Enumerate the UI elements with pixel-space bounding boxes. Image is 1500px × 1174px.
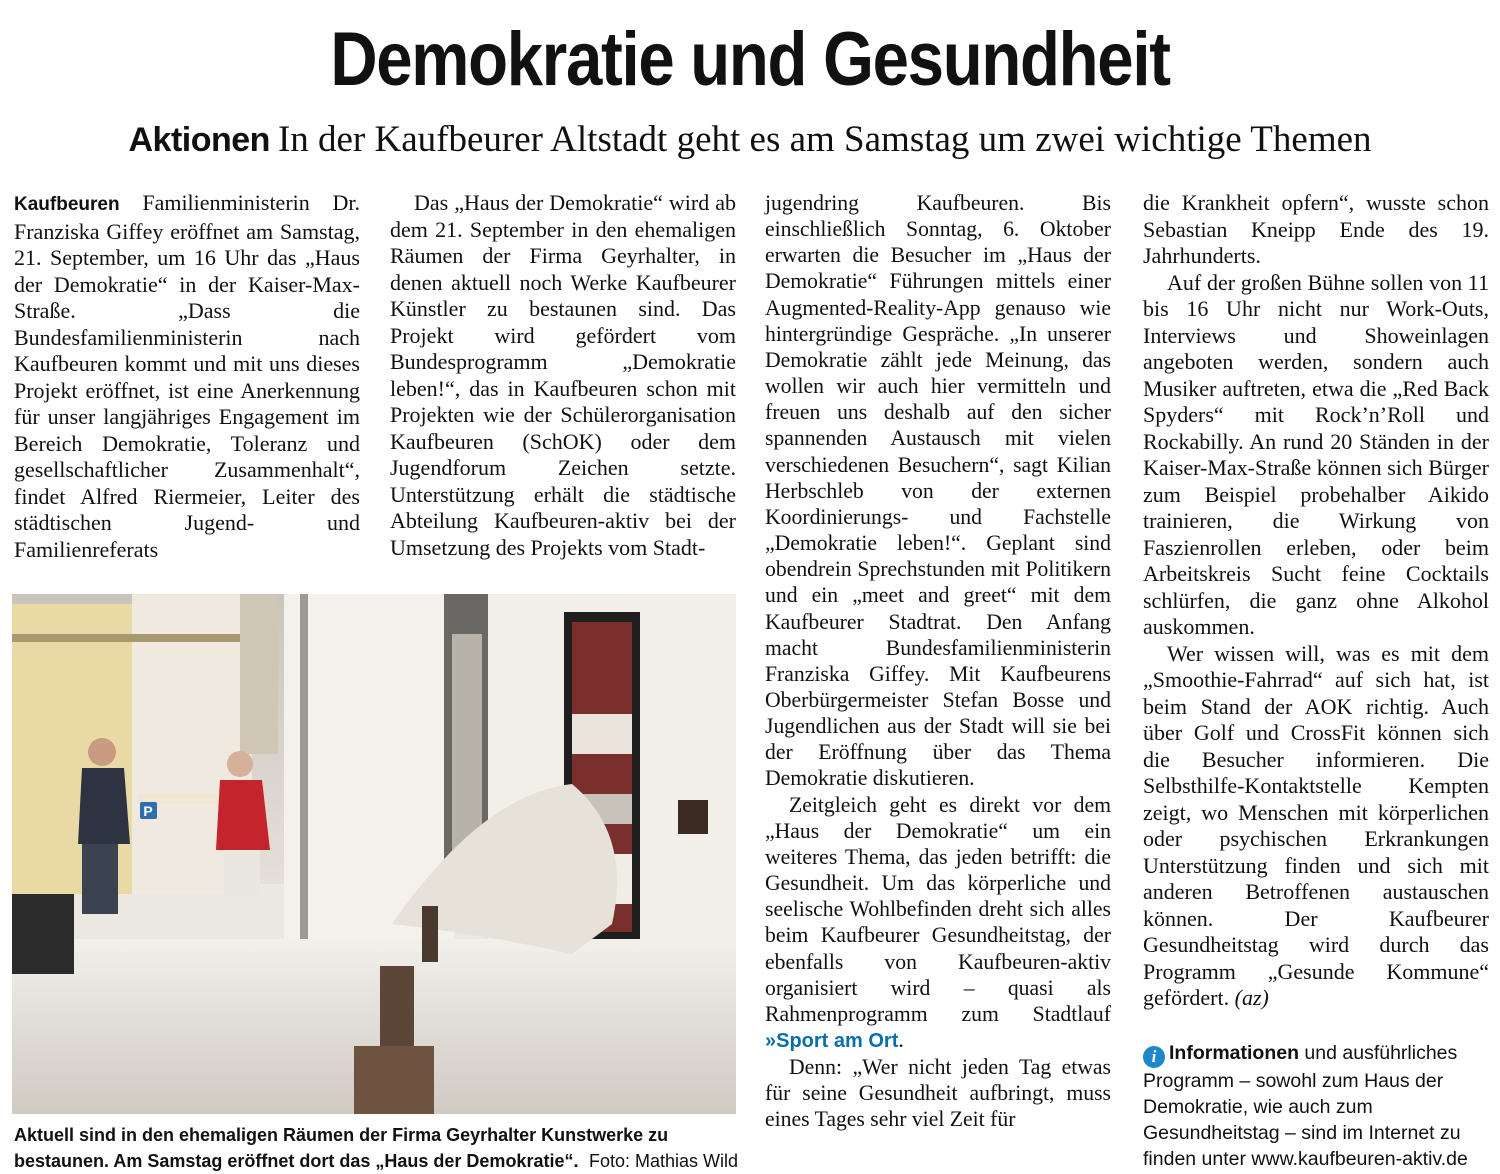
article-photo [12, 594, 736, 1114]
paragraph: die Krankheit opfern“, wusste schon Sebastian Kneipp Ende des 19. Jahrhunderts. [1143, 190, 1489, 268]
headline: Demokratie und Gesundheit [330, 17, 1170, 102]
subheadline: In der Kaufbeurer Altstadt geht es am Samstag um zwei wichtige Themen [277, 119, 1372, 160]
paragraph: Zeitgleich geht es direkt vor dem „Haus der Demokratie“ um ein weiteres Thema, das jeden betrifft: die Gesundheit. Um das körperliche und seelische Wohlbefinden dreht sich alles beim Kaufbeurer Gesundheitstag, der ebenfalls von Kaufbeuren-aktiv organisiert wird – quasi als Rahmenprogramm zum Stadtlauf »Sport am Ort. [765, 792, 1111, 1052]
gallery-photo-illustration [12, 594, 736, 1114]
column-2 [390, 190, 736, 561]
info-text: und ausführliches Programm – sowohl zum Haus der Demokratie, wie auch zum Gesundheitstag – sind im Internet zu finden unter www.kaufbeuren-aktiv.de [1143, 1042, 1468, 1170]
info-lead: Informationen [1169, 1042, 1299, 1064]
paragraph-text: Familienministerin Dr. Franziska Giffey eröffnet am Samstag, 21. September, um 16 Uhr das „Haus der Demokratie“ in der Kaiser-Max-Straße. „Dass die Bundesfamilienministerin nach Kaufbeuren kommt und mit uns dieses Projekt eröffnet, ist eine Anerkennung für unser langjähriges Engagement im Bereich Demokratie, Toleranz und gesellschaftlicher Zusammenhalt“, findet Alfred Riermeier, Leiter des städtischen Jugend- und Familienreferats [14, 190, 360, 562]
paragraph [14, 190, 360, 563]
paragraph: Denn: „Wer nicht jeden Tag etwas für seine Gesundheit aufbringt, muss eines Tages sehr viel Zeit für [765, 1055, 1111, 1132]
info-box [1143, 1040, 1493, 1172]
author-initials: (az) [1234, 985, 1269, 1010]
paragraph-text: Wer wissen will, was es mit dem „Smoothie-Fahrrad“ auf sich hat, ist beim Stand der AOK richtig. Auch über Golf und CrossFit können sich die Besucher informieren. Die Selbsthilfe-Kontaktstelle Kempten zeigt, wo Menschen mit körperlichen oder psychischen Erkrankungen Unterstützung finden und sich mit anderen Betroffenen austauschen können. Der Kaufbeurer Gesundheitstag wird durch das Programm „Gesunde Kommune“ gefördert. [1143, 640, 1489, 1010]
paragraph: Das „Haus der Demokratie“ wird ab dem 21. September in den ehemaligen Räumen der Firma Geyrhalter, in denen aktuell noch Werke Kaufbeurer Künstler zu bestaunen sind. Das Projekt wird gefördert vom Bundesprogramm „Demokratie leben!“, das in Kaufbeuren schon mit Projekten wie der Schülerorganisation Kaufbeuren (SchOK) oder dem Jugendforum Zeichen setzte. Unterstützung erhält die städtische Abteilung Kaufbeuren-aktiv bei der Umsetzung des Projekts vom Stadt- [390, 190, 736, 560]
column-1 [14, 190, 360, 563]
paragraph-text: Zeitgleich geht es direkt vor dem „Haus der Demokratie“ um ein weiteres Thema, das jeden betrifft: die Gesundheit. Um das körperliche und seelische Wohlbefinden dreht sich alles beim Kaufbeurer Gesundheitstag, der ebenfalls von Kaufbeuren-aktiv organisiert wird – quasi als Rahmenprogramm zum Stadtlauf [765, 792, 1111, 1026]
subheadline-row [0, 120, 1500, 161]
dateline: Kaufbeuren [14, 194, 120, 215]
column-4 [1143, 190, 1489, 1012]
paragraph [1143, 641, 1489, 1012]
column-3 [765, 190, 1111, 1133]
paragraph: jugendring Kaufbeuren. Bis einschließlich Sonntag, 6. Oktober erwarten die Besucher im „Haus der Demokratie“ Führungen mittels einer Augmented-Reality-App genauso wie hintergründige Gespräche. „In unserer Demokratie zählt jede Meinung, das wollen wir auch hier vermitteln und freuen uns deshalb auf den sicher spannenden Austausch mit vielen verschiedenen Besuchern“, sagt Kilian Herbschleb von der externen Koordinierungs- und Fachstelle „Demokratie leben!“. Geplant sind obendrein Sprechstunden mit Politikern und ein „meet and greet“ mit dem Kaufbeurer Stadtrat. Den Anfang macht Bundesfamilienministerin Franziska Giffey. Mit Kaufbeurens Oberbürgermeister Stefan Bosse und Jugendlichen aus der Stadt will sie bei der Eröffnung über das Thema Demokratie diskutieren. [765, 191, 1111, 791]
kicker: Aktionen [128, 121, 270, 159]
parking-sign-letter: P [143, 803, 153, 819]
photo-credit: Foto: Mathias Wild [588, 1151, 738, 1171]
photo-caption [14, 1122, 738, 1174]
info-icon: i [1143, 1046, 1165, 1068]
caption-text: Aktuell sind in den ehemaligen Räumen der Firma Geyrhalter Kunstwerke zu bestaunen. Am Samstag eröffnet dort das „Haus der Demokratie“. [14, 1125, 669, 1171]
cross-reference-link[interactable]: »Sport am Ort [765, 1030, 899, 1052]
paragraph: Auf der großen Bühne sollen von 11 bis 16 Uhr nicht nur Work-Outs, Interviews und Showeinlagen angeboten werden, sondern auch Musiker auftreten, etwa die „Red Back Spyders“ mit Rock’n’Roll und Rockabilly. An rund 20 Ständen in der Kaiser-Max-Straße können sich Bürger zum Beispiel probehalber Aikido trainieren, die Wirkung von Faszienrollen erleben, oder beim Arbeitskreis Sucht feine Cocktails schlürfen, die ganz ohne Alkohol auskommen. [1143, 269, 1489, 639]
